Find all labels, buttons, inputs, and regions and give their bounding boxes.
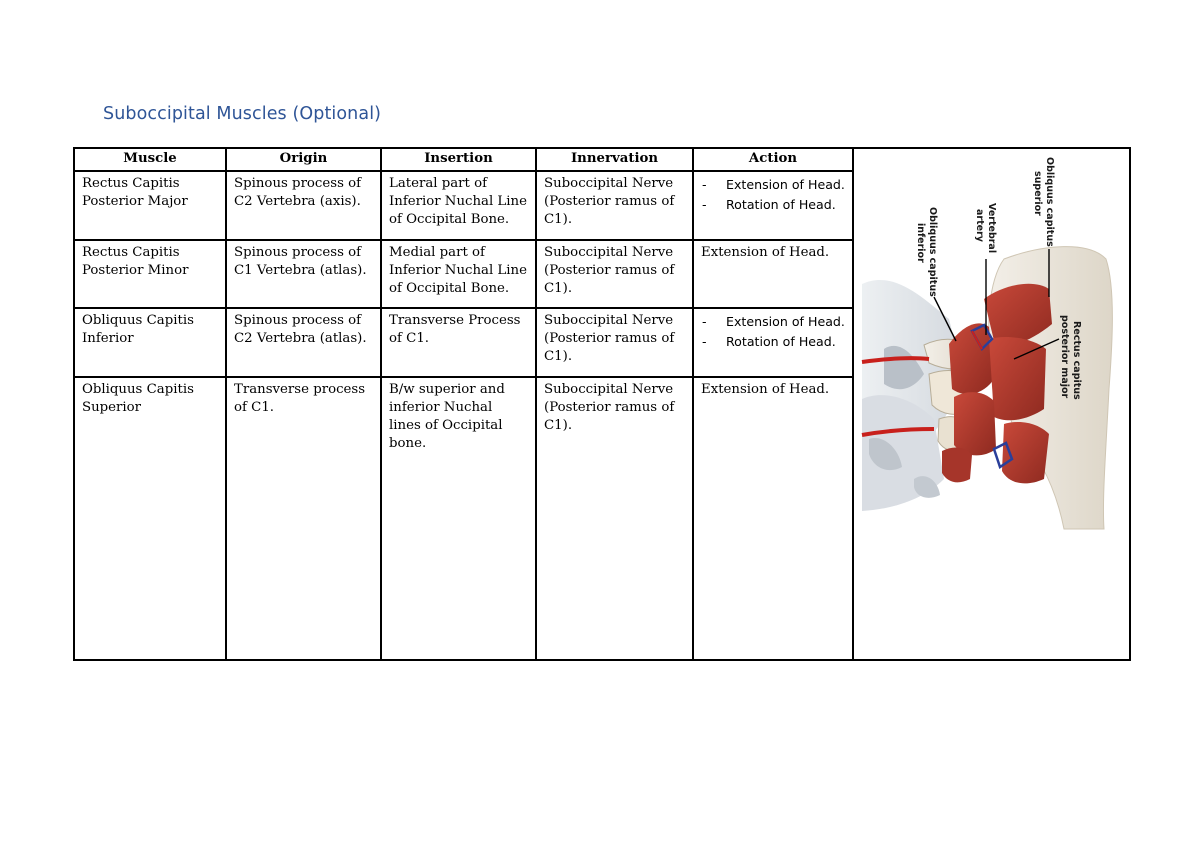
label-obliquus-inferior-2: inferior: [915, 223, 926, 263]
anatomy-figure-cell: [853, 148, 1130, 660]
suboccipital-anatomy-figure: [854, 149, 1130, 659]
header-innervation: Innervation: [536, 148, 693, 171]
label-rectus-major-1: Rectus capitus: [1071, 321, 1082, 400]
label-vertebral-artery-2: artery: [974, 209, 985, 242]
action-list: [701, 312, 845, 352]
cell-innervation: Suboccipital Nerve (Posterior ramus of C1).: [536, 171, 693, 240]
cell-muscle: Obliquus Capitis Superior: [74, 377, 226, 660]
header-origin: Origin: [226, 148, 381, 171]
cell-innervation: Suboccipital Nerve (Posterior ramus of C1).: [536, 308, 693, 377]
cell-origin: Transverse process of C1.: [226, 377, 381, 660]
cell-insertion: B/w superior and inferior Nuchal lines of Occipital bone.: [381, 377, 536, 660]
cell-insertion: Medial part of Inferior Nuchal Line of Occipital Bone.: [381, 240, 536, 309]
cell-action: Extension of Head.: [693, 240, 853, 309]
cell-action: Extension of Head.: [693, 377, 853, 660]
cell-origin: Spinous process of C2 Vertebra (atlas).: [226, 308, 381, 377]
header-muscle: Muscle: [74, 148, 226, 171]
cell-innervation: Suboccipital Nerve (Posterior ramus of C1).: [536, 240, 693, 309]
table-header-row: [74, 148, 1130, 171]
label-vertebral-artery-1: Vertebral: [986, 203, 997, 254]
action-list: [701, 175, 845, 215]
obliquus-capitis-inferior-muscle: [949, 323, 994, 394]
rectus-capitis-posterior-major-muscle: [989, 337, 1046, 420]
header-action: Action: [693, 148, 853, 171]
muscle-table: [73, 147, 1131, 661]
label-obliquus-inferior-1: Obliquus capitus: [927, 207, 938, 297]
page-title: Suboccipital Muscles (Optional): [103, 104, 382, 124]
action-item: - Extension of Head.: [701, 175, 845, 195]
muscles: [942, 284, 1052, 484]
header-insertion: Insertion: [381, 148, 536, 171]
cell-action: [693, 171, 853, 240]
cell-muscle: Rectus Capitis Posterior Major: [74, 171, 226, 240]
cell-muscle: Rectus Capitis Posterior Minor: [74, 240, 226, 309]
cell-origin: Spinous process of C2 Vertebra (axis).: [226, 171, 381, 240]
rectus-capitis-posterior-minor-muscle: [954, 392, 996, 455]
label-obliquus-superior-1: Obliquus capitus: [1044, 157, 1055, 247]
label-rectus-major-2: posterior major: [1059, 315, 1070, 399]
cell-insertion: Transverse Process of C1.: [381, 308, 536, 377]
cell-insertion: Lateral part of Inferior Nuchal Line of Occipital Bone.: [381, 171, 536, 240]
cell-origin: Spinous process of C1 Vertebra (atlas).: [226, 240, 381, 309]
action-item: - Rotation of Head.: [701, 332, 845, 352]
cell-innervation: Suboccipital Nerve (Posterior ramus of C1).: [536, 377, 693, 660]
cell-muscle: Obliquus Capitis Inferior: [74, 308, 226, 377]
action-item: - Extension of Head.: [701, 312, 845, 332]
label-obliquus-superior-2: superior: [1032, 171, 1043, 216]
muscle-table-container: [73, 147, 1129, 659]
cell-action: [693, 308, 853, 377]
action-item: - Rotation of Head.: [701, 195, 845, 215]
